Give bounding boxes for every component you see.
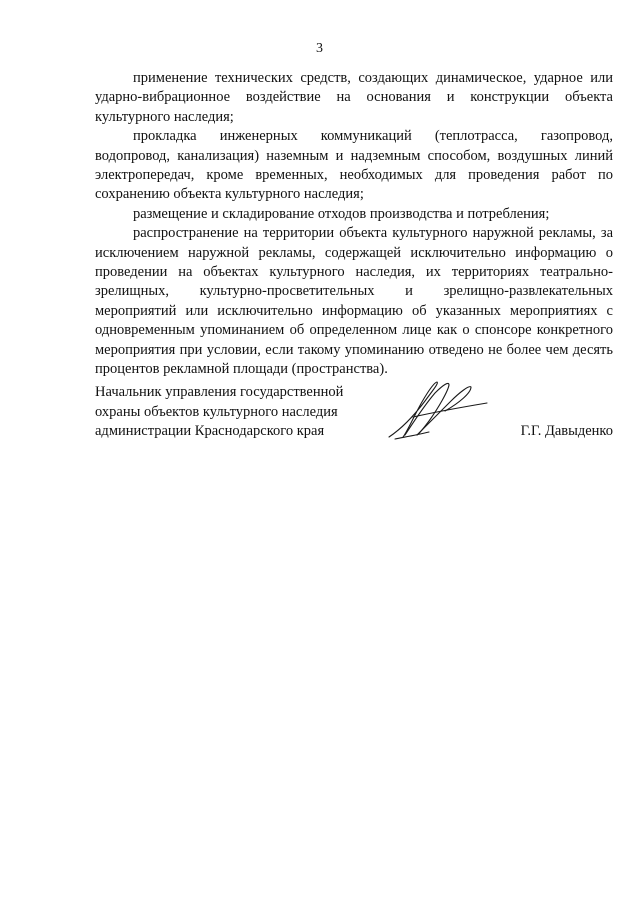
- handwritten-signature: [383, 377, 493, 443]
- paragraph-technical-means: применение технических средств, создающих динамическое, ударное или ударно-вибрационное воздействие на основания и конструкции объекта культурного наследия;: [95, 70, 613, 125]
- page-number: 3: [316, 41, 323, 56]
- document-body: [95, 69, 613, 380]
- paragraph-engineering-utilities: прокладка инженерных коммуникаций (теплотрасса, газопровод, водопровод, канализация) наземным и надземным способом, воздушных линий электропередач, кроме временных, необходимых для проведения работ по сохранению объекта культурного наследия;: [95, 128, 613, 203]
- signer-position: [95, 383, 343, 442]
- signature-block: [95, 383, 613, 463]
- signer-name: Г.Г. Давыденко: [520, 423, 613, 439]
- paragraph-waste-storage: размещение и складирование отходов производства и потребления;: [133, 205, 550, 222]
- signer-position-line: Начальник управления государственной: [95, 384, 344, 400]
- signer-position-line: охраны объектов культурного наследия: [95, 403, 338, 420]
- paragraph-outdoor-advertising: распространение на территории объекта культурного наружной рекламы, за исключением наружной рекламы, содержащей исключительно информацию о проведении на объектах культурного наследия, их территориях театрально-зрелищных, культурно-просветительных и зрелищно-развлекательных мероприятий или исключительно информацию об указанных мероприятиях с одновременным упоминанием об определенном лице как о спонсоре конкретного мероприятия при условии, если такому упоминанию отведено не более чем десять процентов рекламной площади (пространства).: [95, 225, 613, 378]
- signer-position-line: администрации Краснодарского края: [95, 423, 325, 440]
